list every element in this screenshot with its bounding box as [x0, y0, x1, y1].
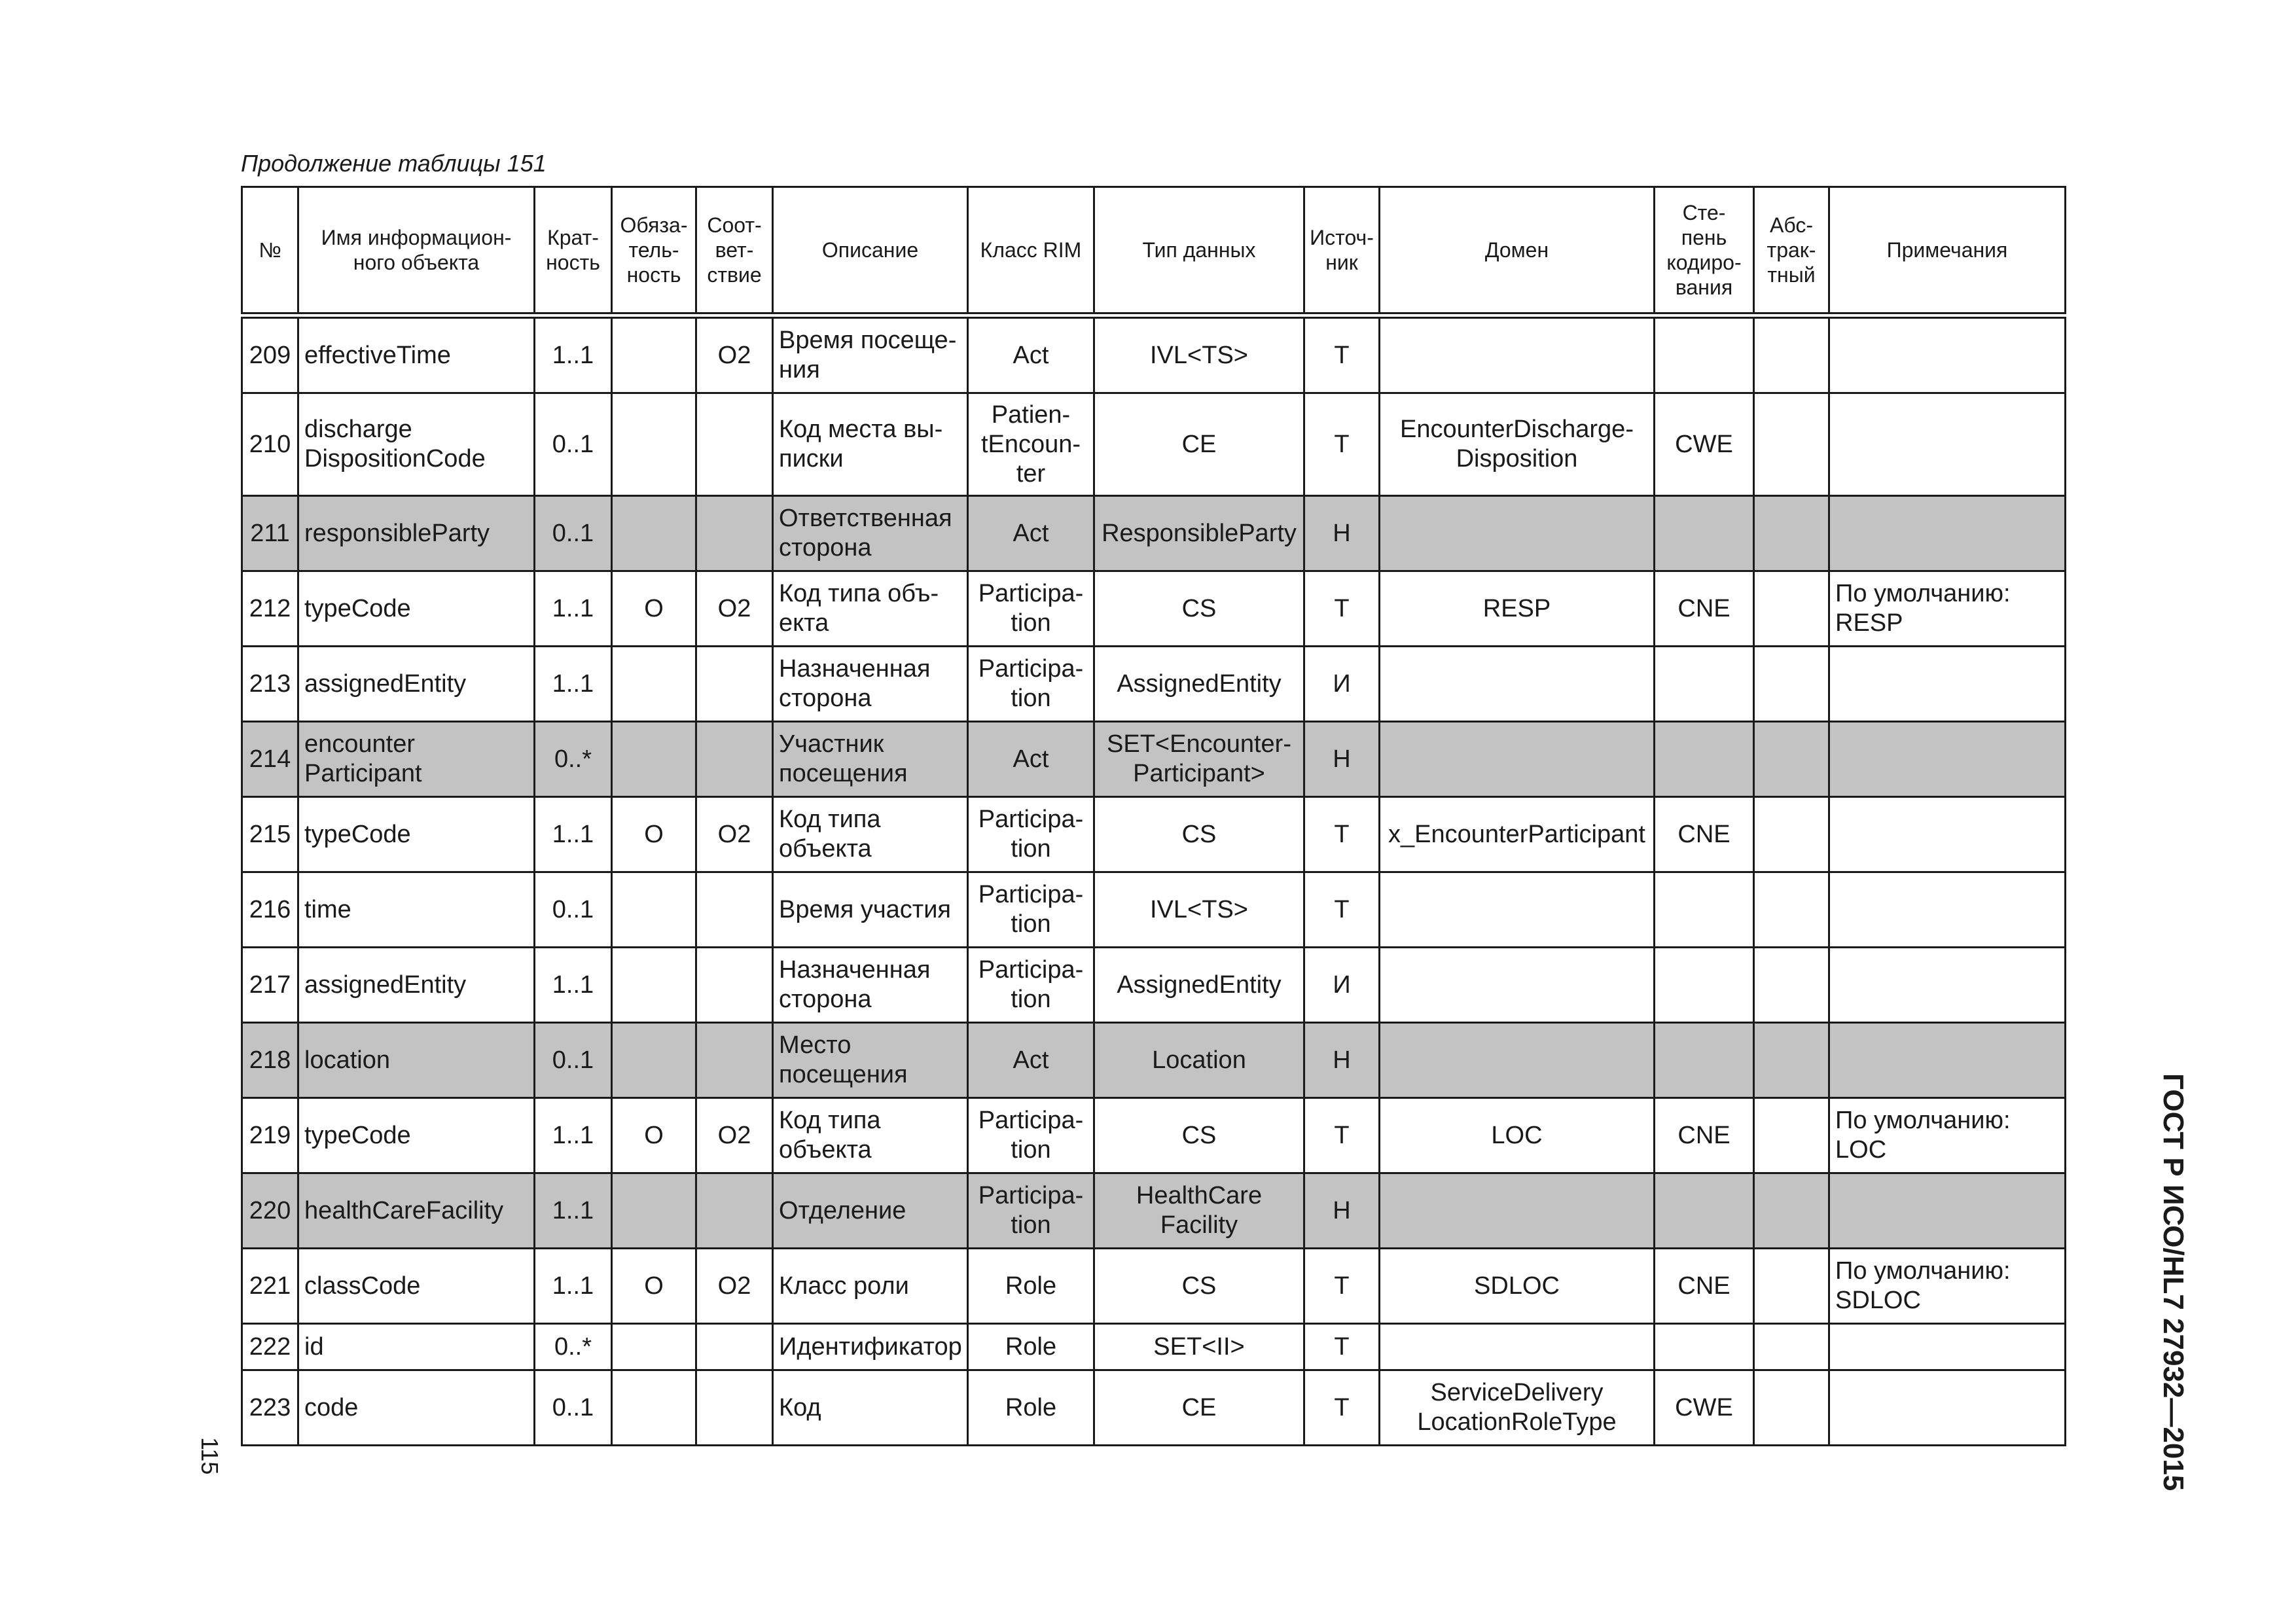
- row-number-cell: 217: [242, 948, 298, 1023]
- multiplicity-cell: 0..1: [535, 393, 612, 496]
- abstract-cell: [1754, 1370, 1829, 1446]
- description-cell: Ответственная сторона: [773, 496, 968, 571]
- row-number-cell: 210: [242, 393, 298, 496]
- conformance-cell: [696, 722, 773, 797]
- abstract-cell: [1754, 496, 1829, 571]
- source-cell: H: [1304, 722, 1380, 797]
- notes-cell: По умолчанию: SDLOC: [1829, 1249, 2066, 1324]
- notes-cell: [1829, 496, 2066, 571]
- notes-cell: [1829, 1370, 2066, 1446]
- data-type-cell: ResponsibleParty: [1094, 496, 1304, 571]
- abstract-cell: [1754, 571, 1829, 647]
- conformance-cell: O2: [696, 315, 773, 393]
- mandatory-cell: O: [612, 797, 696, 872]
- row-number-cell: 209: [242, 315, 298, 393]
- coding-strength-cell: CNE: [1655, 1098, 1754, 1173]
- domain-cell: [1380, 647, 1655, 722]
- table-row: [242, 1023, 2066, 1098]
- mandatory-cell: O: [612, 571, 696, 647]
- notes-cell: [1829, 872, 2066, 948]
- abstract-cell: [1754, 1098, 1829, 1173]
- coding-strength-cell: CWE: [1655, 1370, 1754, 1446]
- source-cell: H: [1304, 1173, 1380, 1249]
- object-name-cell: discharge DispositionCode: [298, 393, 535, 496]
- description-cell: Класс роли: [773, 1249, 968, 1324]
- notes-cell: [1829, 948, 2066, 1023]
- rim-class-cell: Role: [968, 1370, 1094, 1446]
- domain-cell: RESP: [1380, 571, 1655, 647]
- coding-strength-cell: CNE: [1655, 797, 1754, 872]
- conformance-cell: [696, 647, 773, 722]
- notes-cell: [1829, 1324, 2066, 1370]
- conformance-cell: O2: [696, 797, 773, 872]
- object-name-cell: typeCode: [298, 1098, 535, 1173]
- source-cell: T: [1304, 797, 1380, 872]
- data-type-cell: AssignedEntity: [1094, 647, 1304, 722]
- conformance-cell: [696, 496, 773, 571]
- notes-cell: [1829, 1173, 2066, 1249]
- coding-strength-cell: [1655, 647, 1754, 722]
- mandatory-cell: [612, 722, 696, 797]
- coding-strength-cell: CWE: [1655, 393, 1754, 496]
- mandatory-cell: [612, 872, 696, 948]
- col-notes-header: Примечания: [1829, 187, 2066, 316]
- row-number-cell: 218: [242, 1023, 298, 1098]
- rim-class-cell: Role: [968, 1324, 1094, 1370]
- notes-cell: [1829, 393, 2066, 496]
- page-number: 115: [196, 1437, 223, 1475]
- object-name-cell: classCode: [298, 1249, 535, 1324]
- row-number-cell: 213: [242, 647, 298, 722]
- domain-cell: LOC: [1380, 1098, 1655, 1173]
- source-cell: T: [1304, 1098, 1380, 1173]
- conformance-cell: [696, 1324, 773, 1370]
- source-cell: H: [1304, 496, 1380, 571]
- row-number-cell: 221: [242, 1249, 298, 1324]
- table-row: [242, 571, 2066, 647]
- conformance-cell: [696, 1173, 773, 1249]
- conformance-cell: O2: [696, 1098, 773, 1173]
- standard-title: ГОСТ Р ИСО/HL7 27932—2015: [2157, 1073, 2189, 1491]
- source-cell: H: [1304, 1023, 1380, 1098]
- col-mandatory-header: Обяза- тель- ность: [612, 187, 696, 316]
- abstract-cell: [1754, 948, 1829, 1023]
- notes-cell: [1829, 1023, 2066, 1098]
- source-cell: T: [1304, 393, 1380, 496]
- mandatory-cell: O: [612, 1249, 696, 1324]
- table-caption: Продолжение таблицы 151: [241, 150, 547, 177]
- multiplicity-cell: 1..1: [535, 1173, 612, 1249]
- domain-cell: ServiceDelivery LocationRoleType: [1380, 1370, 1655, 1446]
- domain-cell: [1380, 1324, 1655, 1370]
- coding-strength-cell: CNE: [1655, 571, 1754, 647]
- object-name-cell: typeCode: [298, 571, 535, 647]
- table-row: [242, 647, 2066, 722]
- data-type-cell: Location: [1094, 1023, 1304, 1098]
- coding-strength-cell: CNE: [1655, 1249, 1754, 1324]
- data-type-cell: AssignedEntity: [1094, 948, 1304, 1023]
- rim-class-cell: Participa- tion: [968, 1098, 1094, 1173]
- object-name-cell: id: [298, 1324, 535, 1370]
- domain-cell: [1380, 872, 1655, 948]
- description-cell: Время посеще- ния: [773, 315, 968, 393]
- data-type-cell: IVL<TS>: [1094, 872, 1304, 948]
- mandatory-cell: [612, 1023, 696, 1098]
- table-row: [242, 797, 2066, 872]
- multiplicity-cell: 0..1: [535, 1023, 612, 1098]
- abstract-cell: [1754, 722, 1829, 797]
- mandatory-cell: [612, 1370, 696, 1446]
- description-cell: Код места вы- писки: [773, 393, 968, 496]
- description-cell: Отделение: [773, 1173, 968, 1249]
- multiplicity-cell: 0..*: [535, 722, 612, 797]
- row-number-cell: 214: [242, 722, 298, 797]
- data-type-cell: SET<II>: [1094, 1324, 1304, 1370]
- description-cell: Назначенная сторона: [773, 647, 968, 722]
- multiplicity-cell: 1..1: [535, 948, 612, 1023]
- coding-strength-cell: [1655, 1023, 1754, 1098]
- abstract-cell: [1754, 1173, 1829, 1249]
- rim-class-cell: Participa- tion: [968, 948, 1094, 1023]
- domain-cell: [1380, 948, 1655, 1023]
- rim-class-cell: Participa- tion: [968, 647, 1094, 722]
- object-name-cell: typeCode: [298, 797, 535, 872]
- description-cell: Идентификатор: [773, 1324, 968, 1370]
- multiplicity-cell: 1..1: [535, 1249, 612, 1324]
- abstract-cell: [1754, 872, 1829, 948]
- mandatory-cell: O: [612, 1098, 696, 1173]
- rim-class-cell: Role: [968, 1249, 1094, 1324]
- notes-cell: По умолчанию: RESP: [1829, 571, 2066, 647]
- conformance-cell: [696, 1370, 773, 1446]
- data-type-cell: CE: [1094, 1370, 1304, 1446]
- table-row: [242, 948, 2066, 1023]
- source-cell: T: [1304, 1249, 1380, 1324]
- object-name-cell: assignedEntity: [298, 948, 535, 1023]
- col-domain-header: Домен: [1380, 187, 1655, 316]
- mandatory-cell: [612, 393, 696, 496]
- table-row: [242, 1098, 2066, 1173]
- row-number-cell: 222: [242, 1324, 298, 1370]
- source-cell: И: [1304, 948, 1380, 1023]
- object-name-cell: responsibleParty: [298, 496, 535, 571]
- description-cell: Участник посещения: [773, 722, 968, 797]
- source-cell: T: [1304, 315, 1380, 393]
- rim-class-cell: Participa- tion: [968, 571, 1094, 647]
- rim-class-cell: Act: [968, 1023, 1094, 1098]
- description-cell: Место посещения: [773, 1023, 968, 1098]
- description-cell: Код типа объ- екта: [773, 571, 968, 647]
- table-row: [242, 315, 2066, 393]
- row-number-cell: 211: [242, 496, 298, 571]
- rim-class-cell: Act: [968, 315, 1094, 393]
- col-object-name-header: Имя информацион- ного объекта: [298, 187, 535, 316]
- mandatory-cell: [612, 1173, 696, 1249]
- conformance-cell: [696, 872, 773, 948]
- col-multiplicity-header: Крат- ность: [535, 187, 612, 316]
- domain-cell: SDLOC: [1380, 1249, 1655, 1324]
- mandatory-cell: [612, 315, 696, 393]
- abstract-cell: [1754, 1324, 1829, 1370]
- data-type-cell: SET<Encounter- Participant>: [1094, 722, 1304, 797]
- data-type-cell: CE: [1094, 393, 1304, 496]
- table-row: [242, 872, 2066, 948]
- object-name-cell: assignedEntity: [298, 647, 535, 722]
- coding-strength-cell: [1655, 872, 1754, 948]
- col-abstract-header: Абс- трак- тный: [1754, 187, 1829, 316]
- notes-cell: [1829, 647, 2066, 722]
- abstract-cell: [1754, 315, 1829, 393]
- object-name-cell: effectiveTime: [298, 315, 535, 393]
- description-cell: Время участия: [773, 872, 968, 948]
- source-cell: T: [1304, 1370, 1380, 1446]
- source-cell: T: [1304, 872, 1380, 948]
- row-number-cell: 212: [242, 571, 298, 647]
- col-rim-class-header: Класс RIM: [968, 187, 1094, 316]
- data-type-cell: HealthCare Facility: [1094, 1173, 1304, 1249]
- source-cell: И: [1304, 647, 1380, 722]
- mandatory-cell: [612, 1324, 696, 1370]
- domain-cell: EncounterDischarge- Disposition: [1380, 393, 1655, 496]
- col-conformance-header: Соот- вет- ствие: [696, 187, 773, 316]
- multiplicity-cell: 1..1: [535, 571, 612, 647]
- domain-cell: [1380, 722, 1655, 797]
- description-cell: Назначенная сторона: [773, 948, 968, 1023]
- abstract-cell: [1754, 797, 1829, 872]
- multiplicity-cell: 0..1: [535, 496, 612, 571]
- object-name-cell: time: [298, 872, 535, 948]
- notes-cell: [1829, 797, 2066, 872]
- rim-class-cell: Participa- tion: [968, 797, 1094, 872]
- multiplicity-cell: 0..*: [535, 1324, 612, 1370]
- abstract-cell: [1754, 1249, 1829, 1324]
- coding-strength-cell: [1655, 1324, 1754, 1370]
- multiplicity-cell: 0..1: [535, 872, 612, 948]
- row-number-cell: 223: [242, 1370, 298, 1446]
- table-row: [242, 1324, 2066, 1370]
- description-cell: Код типа объекта: [773, 1098, 968, 1173]
- table-row: [242, 393, 2066, 496]
- object-name-cell: healthCareFacility: [298, 1173, 535, 1249]
- notes-cell: [1829, 315, 2066, 393]
- col-source-header: Источ- ник: [1304, 187, 1380, 316]
- rim-class-cell: Participa- tion: [968, 872, 1094, 948]
- multiplicity-cell: 0..1: [535, 1370, 612, 1446]
- col-number-header: №: [242, 187, 298, 316]
- multiplicity-cell: 1..1: [535, 797, 612, 872]
- header-row: [242, 187, 2066, 316]
- abstract-cell: [1754, 393, 1829, 496]
- row-number-cell: 216: [242, 872, 298, 948]
- col-coding-strength-header: Сте- пень кодиро- вания: [1655, 187, 1754, 316]
- rim-class-cell: Act: [968, 722, 1094, 797]
- rim-class-cell: Participa- tion: [968, 1173, 1094, 1249]
- data-type-cell: IVL<TS>: [1094, 315, 1304, 393]
- domain-cell: [1380, 496, 1655, 571]
- rim-class-cell: Patien- tEncoun- ter: [968, 393, 1094, 496]
- row-number-cell: 220: [242, 1173, 298, 1249]
- rim-class-cell: Act: [968, 496, 1094, 571]
- table-row: [242, 496, 2066, 571]
- conformance-cell: [696, 1023, 773, 1098]
- multiplicity-cell: 1..1: [535, 315, 612, 393]
- multiplicity-cell: 1..1: [535, 1098, 612, 1173]
- multiplicity-cell: 1..1: [535, 647, 612, 722]
- coding-strength-cell: [1655, 315, 1754, 393]
- description-cell: Код: [773, 1370, 968, 1446]
- notes-cell: [1829, 722, 2066, 797]
- conformance-cell: O2: [696, 571, 773, 647]
- table-row: [242, 1370, 2066, 1446]
- data-type-cell: CS: [1094, 1098, 1304, 1173]
- source-cell: T: [1304, 1324, 1380, 1370]
- domain-cell: x_EncounterParticipant: [1380, 797, 1655, 872]
- col-data-type-header: Тип данных: [1094, 187, 1304, 316]
- mandatory-cell: [612, 496, 696, 571]
- domain-cell: [1380, 1173, 1655, 1249]
- table-row: [242, 1173, 2066, 1249]
- data-type-cell: CS: [1094, 571, 1304, 647]
- row-number-cell: 215: [242, 797, 298, 872]
- mandatory-cell: [612, 948, 696, 1023]
- data-type-cell: CS: [1094, 797, 1304, 872]
- conformance-cell: [696, 393, 773, 496]
- coding-strength-cell: [1655, 948, 1754, 1023]
- description-cell: Код типа объекта: [773, 797, 968, 872]
- coding-strength-cell: [1655, 1173, 1754, 1249]
- data-type-cell: CS: [1094, 1249, 1304, 1324]
- domain-cell: [1380, 1023, 1655, 1098]
- col-description-header: Описание: [773, 187, 968, 316]
- coding-strength-cell: [1655, 496, 1754, 571]
- conformance-cell: O2: [696, 1249, 773, 1324]
- data-table: [241, 186, 2066, 1446]
- source-cell: T: [1304, 571, 1380, 647]
- object-name-cell: location: [298, 1023, 535, 1098]
- conformance-cell: [696, 948, 773, 1023]
- notes-cell: По умолчанию: LOC: [1829, 1098, 2066, 1173]
- row-number-cell: 219: [242, 1098, 298, 1173]
- mandatory-cell: [612, 647, 696, 722]
- object-name-cell: encounter Participant: [298, 722, 535, 797]
- object-name-cell: code: [298, 1370, 535, 1446]
- table-row: [242, 722, 2066, 797]
- abstract-cell: [1754, 647, 1829, 722]
- table-row: [242, 1249, 2066, 1324]
- domain-cell: [1380, 315, 1655, 393]
- coding-strength-cell: [1655, 722, 1754, 797]
- abstract-cell: [1754, 1023, 1829, 1098]
